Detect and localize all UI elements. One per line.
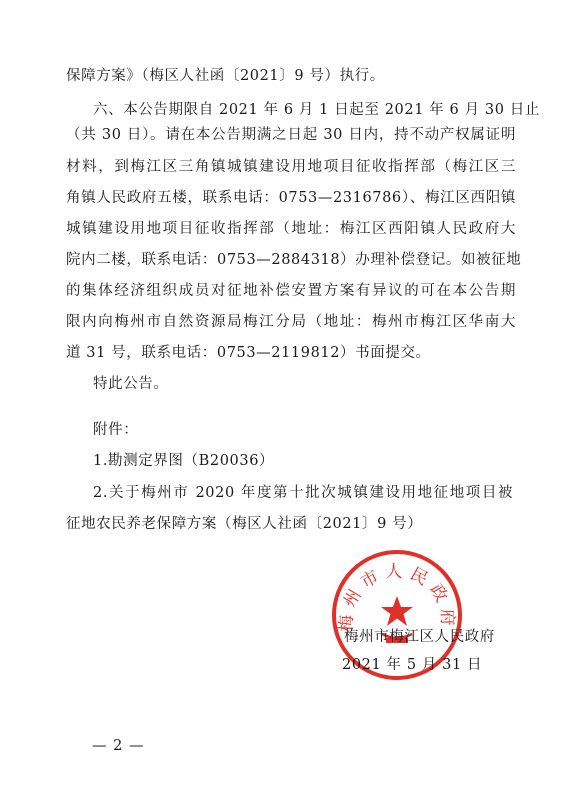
issue-date: 2021 年 5 月 31 日	[342, 657, 483, 673]
attachment-item-2-cont: 征地农民养老保障方案（梅区人社函〔2021〕9 号）	[66, 516, 423, 532]
body-line-2: 六、本公告期限自 2021 年 6 月 1 日起至 2021 年 6 月 30 日止	[93, 102, 540, 118]
attachment-item-1: 1.勘测定界图（B20036）	[93, 453, 275, 469]
seal-text: 梅州市人民政府	[336, 562, 458, 633]
body-line-9: 限内向梅州市自然资源局梅江分局（地址：梅州市梅江区华南大	[66, 314, 516, 330]
page-number: — 2 —	[92, 738, 145, 754]
body-line-10: 道 31 号，联系电话：0753—2119812）书面提交。	[66, 345, 431, 361]
body-line-8: 的集体经济组织成员对征地补偿安置方案有异议的可在本公告期	[66, 283, 516, 299]
body-line-7: 院内二楼，联系电话：0753—2884318）办理补偿登记。如被征地	[66, 252, 522, 268]
attachment-item-2: 2.关于梅州市 2020 年度第十批次城镇建设用地征地项目被	[93, 485, 513, 501]
body-line-3: （共 30 日）。请在本公告期满之日起 30 日内，持不动产权属证明	[66, 127, 516, 143]
body-line-6: 城镇建设用地项目征收指挥部（地址：梅江区西阳镇人民政府大	[66, 221, 516, 237]
body-line-4: 材料，到梅江区三角镇城镇建设用地项目征收指挥部（梅江区三	[66, 159, 516, 175]
seal-star-icon	[381, 596, 413, 626]
body-line-1: 保障方案》（梅区人社函〔2021〕9 号）执行。	[66, 68, 385, 84]
body-line-5: 角镇人民政府五楼，联系电话：0753—2316786）、梅江区西阳镇	[66, 190, 516, 206]
issuer-name: 梅州市梅江区人民政府	[344, 629, 495, 645]
attachments-title: 附件：	[93, 422, 139, 438]
closing-line: 特此公告。	[93, 376, 169, 392]
